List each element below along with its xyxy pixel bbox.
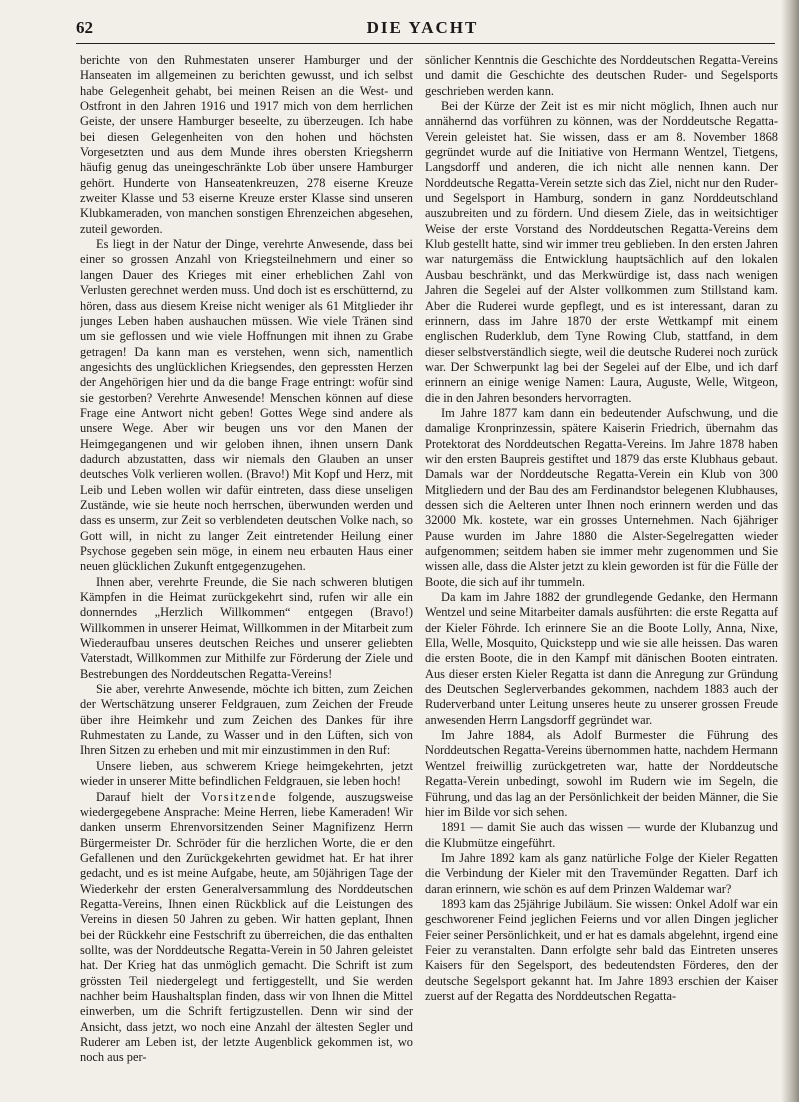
page-number: 62 [76, 18, 93, 37]
left-column [80, 53, 413, 1093]
paragraph: berichte von den Ruhmestaten unserer Hamburger und der Hanseaten im allgemeinen zu berichten gewusst, und ich selbst habe Gelegenheit gehabt, bei meinen Reisen an die West- und Ostfront in den Jahren 1916 und 1917 mich von dem herrlichen Geiste, der unsere Hamburger beseelte, zu überzeugen. Ich habe bei diesen Gelegenheiten von den hohen und höchsten Vorgesetzten und aus dem Munde ihres obersten Kriegsherrn häufig genug das uneingeschränkte Lob über unsere Hamburger gehört. Hunderte von Hanseatenkreuzen, 278 eiserne Kreuze zweiter Klasse und 53 eiserne Kreuze erster Klasse sind unseren Klubkameraden, von manchen sonstigen Ehrenzeichen abgesehen, zuteil geworden. [80, 53, 413, 236]
header-rule [76, 43, 775, 44]
spaced-emphasis: Vorsitzende [201, 789, 278, 804]
paragraph: 1891 — damit Sie auch das wissen — wurde der Klubanzug und die Klubmütze eingeführt. [425, 820, 778, 850]
paragraph: sönlicher Kenntnis die Geschichte des Norddeutschen Regatta-Vereins und damit die Geschichte des deutschen Ruder- und Segelsports geschrieben werden kann. [425, 53, 778, 98]
paragraph: Bei der Kürze der Zeit ist es mir nicht möglich, Ihnen auch nur annähernd das vorführen zu können, was der Norddeutsche Regatta-Verein geleistet hat. Sie wissen, dass er am 8. November 1868 gegründet wurde auf die Initiative von Hermann Wentzel, Tietgens, Langsdorff und anderen, die ich nicht alle nennen kann. Der Norddeutsche Regatta-Verein setzte sich das Ziel, nicht nur den Ruder- und Segelsport in Hamburg, sondern in ganz Norddeutschland auszubreiten und zu fördern. Und diesem Ziele, das in weitsichtiger Weise der erste Vorstand des Norddeutschen Regatta-Vereins dem Klub gestellt hatte, sind wir immer treu geblieben. In den ersten Jahren war naturgemäss die Entwicklung hauptsächlich auf den lokalen Ausbau beschränkt, und das Merkwürdige ist, dass nach wenigen Jahren die Segelei auf der Alster vollkommen zum Stillstand kam. Aber die Ruderei wurde gepflegt, und es ist interessant, daran zu erinnern, dass im Jahre 1870 der erste Wettkampf mit einem englischen Ruderklub, dem Tyne Rowing Club, stattfand, in dem dieser selbstverständlich siegte, weil die deutsche Ruderei noch zurück war. Der Schwerpunkt lag bei der Segelei auf der Elbe, und ich darf erinnern an einige wenige Namen: Laura, Auguste, Welle, Witgeon, die in den Jahren besonders hervorragten. [425, 99, 778, 405]
page-header [76, 16, 769, 42]
paragraph: Es liegt in der Natur der Dinge, verehrte Anwesende, dass bei einer so grossen Anzahl von Kriegsteilnehmern und einer so langen Dauer des Krieges mit einer erheblichen Zahl von Verlusten gerechnet werden muss. Und doch ist es erschütternd, zu hören, dass aus diesem Kreise nicht weniger als 61 Mitglieder ihr junges Leben haben aushauchen müssen. Wie viele Tränen sind um sie geflossen und wie viele Hoffnungen mit ihnen zu Grabe getragen! Da kann man es verstehen, wenn sich, namentlich angesichts des unglücklichen Kriegsendes, den gepressten Herzen der Angehörigen hier und da die bange Frage entringt: wofür sind sie gestorben? Verehrte Anwesende! Menschen können auf diese Frage eine Antwort nicht geben! Gottes Wege sind andere als unsere Wege. Aber wir beugen uns vor den Manen der Heimgegangenen und wir geloben ihnen, ihnen unsern Dank dadurch abzustatten, dass wir niemals den Glauben an unser deutsches Volk verlieren wollen. (Bravo!) Mit Kopf und Herz, mit Leib und Leben wollen wir dafür eintreten, dass diese unseligen Zustände, wie sie heute noch herrschen, überwunden werden und dass es unserm, zur Zeit so verblendeten deutschen Volke nach, so Gott will, in nicht zu langer Zeit eintretender Heilung einer Psychose gegeben sein möge, in einem neu erbauten Haus einer neuen glücklichen Zukunft entgegenzugehen. [80, 237, 413, 574]
paragraph: Im Jahre 1884, als Adolf Burmester die Führung des Norddeutschen Regatta-Vereins übernommen hatte, nachdem Hermann Wentzel freiwillig zurückgetreten war, hatte der Norddeutsche Regatta-Verein unbedingt, sowohl im Rudern wie im Segeln, die Führung, und das lag an der Persönlichkeit der beiden Männer, die Sie hier im Bilde vor sich sehen. [425, 728, 778, 819]
paragraph: Im Jahre 1877 kam dann ein bedeutender Aufschwung, und die damalige Kronprinzessin, spätere Kaiserin Friedrich, übernahm das Protektorat des Norddeutschen Regatta-Vereins. Im Jahre 1878 haben wir den ersten Baupreis gestiftet und 1879 das erste Klubhaus gebaut. Damals war der Norddeutsche Regatta-Verein ein Klub von 300 Mitgliedern und der Bau des am Ferdinandstor belegenen Klubhauses, dessen sich die Aelteren unter Ihnen noch erinnern werden und das 32000 Mk. kostete, war ein grosses Unternehmen. Nach 6jähriger Pause wurden im Jahre 1880 die Alster-Segelregatten wieder aufgenommen; seitdem haben sie immer mehr zugenommen und Sie wissen alle, dass die Alster jetzt zu klein geworden ist für die Fülle der Boote, die sich auf ihr tummeln. [425, 405, 778, 589]
paragraph: Unsere lieben, aus schwerem Kriege heimgekehrten, jetzt wieder in unserer Mitte befindlichen Feldgrauen, sie leben hoch! [80, 758, 413, 789]
running-title: DIE YACHT [366, 18, 479, 37]
paragraph: Im Jahre 1892 kam als ganz natürliche Folge der Kieler Regatten die Verbindung der Kieler mit den Travemünder Regatten. Darf ich daran erinnern, wie schön es auf dem Prinzen Waldemar war? [425, 850, 778, 896]
paragraph: Sie aber, verehrte Anwesende, möchte ich bitten, zum Zeichen der Wertschätzung unserer Feldgrauen, zum Zeichen der Freude über ihre Heimkehr und zum Zeichen des Dankes für ihre Ruhmestaten zu Lande, zu Wasser und in den Lüften, sich von Ihren Sitzen zu erheben und mit mir einzustimmen in den Ruf: [80, 682, 413, 758]
paragraph: Ihnen aber, verehrte Freunde, die Sie nach schweren blutigen Kämpfen in die Heimat zurückgekehrt sind, rufen wir alle ein donnerndes „Herzlich Willkommen“ entgegen (Bravo!) Willkommen in unserer Heimat, Willkommen in der Mitarbeit zum Wiederaufbau unseres deutschen Reiches und unserer geliebten Vaterstadt, Willkommen zur Mithilfe zur Förderung der Ziele und Bestrebungen des Norddeutschen Regatta-Vereins! [80, 574, 413, 681]
paragraph: Da kam im Jahre 1882 der grundlegende Gedanke, den Hermann Wentzel und seine Mitarbeiter damals ausführten: die erste Regatta auf der Kieler Föhrde. Ich erinnere Sie an die Boote Lolly, Anna, Nixe, Ella, Welle, Mosquito, Quickstepp und wie sie alle heissen. Das waren die ersten Boote, die in den Kampf mit dänischen Booten eintraten. Aus dieser ersten Kieler Regatta ist dann die Anregung zur Gründung des Deutschen Seglerverbandes gekommen, nachdem 1883 auch der Ruderverband unter Leitung unseres heute zu unserer grossen Freude anwesenden Herrn Langsdorff gegründet war. [425, 590, 778, 727]
page-binding-edge [781, 0, 799, 1102]
paragraph [80, 790, 413, 1066]
paragraph-text: folgende, auszugsweise wiedergegebene Ansprache: Meine Herren, liebe Kameraden! Wir danken unserm Ehrenvorsitzenden Seiner Magnifizenz Herrn Bürgermeister Dr. Schröder für die herzlichen Worte, die er den Gefallenen und den Zurückgekehrten gewidmet hat. Er hat ihrer gedacht, und es ist meine Aufgabe, heute, am 50jährigen Tage der Wiederkehr der ersten Generalversammlung des Norddeutschen Regatta-Vereins, Ihnen einen Rückblick auf die Leistungen des Vereins in diesen 50 Jahren zu geben. Wir hatten geplant, Ihnen bei der Rückkehr eine Festschrift zu überreichen, die das enthalten sollte, was der Norddeutsche Regatta-Verein in 50 Jahren geleistet hat. Der Krieg hat das unmöglich gemacht. Die Schrift ist zum grössten Teil niedergelegt und fertiggestellt, und Sie werden nachher beim Haushaltsplan finden, dass wir von Ihnen die Mittel einwerben, um die Schrift fertigzustellen. Denn wir sind der Ansicht, dass jetzt, wo noch eine Anzahl der ältesten Segler und Ruderer am Leben ist, der letzte Augenblick gekommen ist, wo noch aus per- [80, 789, 413, 1065]
paragraph-text: Darauf hielt der [96, 789, 202, 804]
right-column [425, 53, 778, 1093]
paragraph: 1893 kam das 25jährige Jubiläum. Sie wissen: Onkel Adolf war ein geschworener Feind jeglichen Feierns und vor allen Dingen jeglicher Feier seiner Persönlichkeit, und er hat es damals abgelehnt, irgend eine Feier zu veranstalten. Dann erfolgte sehr bald das Eintreten unseres Kaisers für den Segelsport, des bedeutendsten Förderes, den der deutsche Segelsport gekannt hat. Im Jahre 1893 erschien der Kaiser zuerst auf der Regatta des Norddeutschen Regatta- [425, 896, 778, 1003]
